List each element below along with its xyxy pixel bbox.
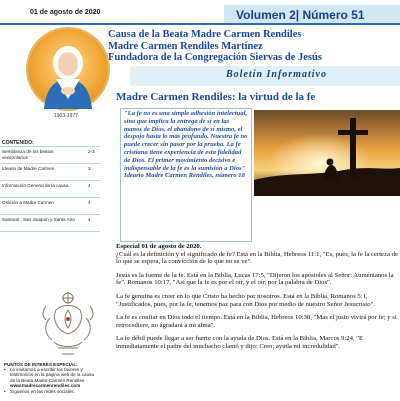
article-paragraph bbox=[116, 272, 398, 287]
article-title: Madre Carmen Rendiles: la virtud de la fe bbox=[116, 91, 316, 103]
list-item bbox=[4, 367, 100, 389]
toc-page: 4 bbox=[88, 217, 91, 222]
paragraph-text: Jesús es la fuente de la fe. Está en la Biblia, Lucas 17:5, "Dijeron los apóstoles al Señor: Auméntanos la fe". Romanos 10:17, "Así que la fe es por el oír, y el oír, por la palabra de Dios". bbox=[116, 271, 394, 287]
toc-title: Semblanza de los beatos venezolanos bbox=[2, 149, 54, 160]
point-text: Síguenos en las redes sociales. bbox=[10, 388, 75, 394]
paragraph-text: ¿Cuál es la definición y el significado de fe? Está en la Biblia, Hebreos 11:1, "Es, pues, la fe la certeza de lo que se espera, la convicción de lo que no se ve". bbox=[116, 250, 398, 266]
toc-row bbox=[0, 197, 100, 214]
toc-row bbox=[0, 214, 100, 232]
bulletin-title: Boletín Informativo bbox=[226, 69, 327, 80]
list-item bbox=[4, 389, 100, 394]
volume-number: Volumen 2| Número 51 bbox=[236, 8, 365, 22]
toc-title: Oración a Madre Carmen bbox=[2, 200, 54, 205]
cross-sunset-image bbox=[254, 110, 400, 196]
article-paragraph bbox=[116, 293, 398, 308]
toc-row bbox=[0, 146, 100, 163]
toc-page: 4 bbox=[88, 200, 91, 205]
table-of-contents bbox=[0, 146, 100, 232]
points-of-interest-title: PUNTOS DE INTERÉS ESPECIAL: bbox=[4, 362, 78, 367]
toc-row bbox=[0, 163, 100, 180]
quote-content bbox=[124, 110, 248, 180]
congregation-emblem-icon bbox=[36, 288, 100, 358]
toc-title: Santoral : San Joaquín y Santa Ana bbox=[2, 217, 75, 222]
website-link[interactable]: www.madrecarmenrendiles.com bbox=[10, 383, 81, 389]
toc-page: 3 bbox=[88, 166, 91, 171]
toc-page: 4 bbox=[88, 183, 91, 188]
issue-date: 01 de agosto de 2020 bbox=[30, 9, 101, 16]
article-paragraph bbox=[116, 335, 398, 350]
paragraph-lead: Especial 01 de agosto de 2020. bbox=[116, 243, 202, 250]
cross-sunset-illustration bbox=[254, 110, 400, 196]
toc-row bbox=[0, 180, 100, 197]
toc-title: Información General de la causa bbox=[2, 183, 69, 188]
article-paragraph bbox=[116, 243, 398, 266]
cause-heading bbox=[108, 29, 398, 64]
portrait-madre-carmen bbox=[28, 29, 108, 109]
quote-attribution: Ideario Madre Carmen Rendiles, número 18 bbox=[124, 172, 245, 180]
article-body bbox=[116, 243, 398, 357]
quote-text: "La fe no es una simple adhesión intelectual, sino que implica la entrega de sí en las manos de Dios, el abandono de sí mismo, el despojo hasta lo mas profundo. Nuestra fe no puede crecer sin pasar por la prueba. La fe cristiana tiene experiencia de esta fidelidad de Dios. El primer movimiento decisivo e indispensable de la fe es la sumisión a Dios" bbox=[124, 110, 248, 172]
paragraph-text: La fe débil puede llegar a ser fuerte con la ayuda de Dios. Está en la Biblia, Marcos 9:24, "E inmediatamente el padre del muchacho clamó y dijo: Creo; ayuda mi incredulidad". bbox=[116, 335, 364, 350]
toc-page: 2-3 bbox=[88, 149, 95, 154]
paragraph-text: La fe genuina es creer en lo que Cristo ha hecho por nosotros. Está en la Biblia, Romanos 5:1, "Justificados, pues, por la fe, tenemos paz para con Dios por medio de nuestro Señor Jesucristo". bbox=[116, 292, 375, 308]
header-rule bbox=[0, 23, 400, 25]
heading-line-3: Fundadora de la Congregación Siervas de Jesús bbox=[108, 52, 322, 63]
paragraph-text: La fe es confiar en Dios todo el tiempo. Está en la Biblia, Hebreos 10:38, "Mas el justo vivirá por fe; y si retrocediere, no agradará a mi alma". bbox=[116, 314, 397, 329]
point-text: Lo invitamos a escribir los favores y testimonios en la página web de la causa de la Beata Madre Carmen Rendiles bbox=[10, 367, 95, 383]
article-paragraph bbox=[116, 314, 398, 329]
heading-line-2: Madre Carmen Rendiles Martínez bbox=[108, 40, 263, 52]
emblem-illustration bbox=[36, 288, 100, 358]
portrait-years: 1903-1977 bbox=[54, 113, 78, 119]
portrait-illustration bbox=[28, 29, 108, 109]
toc-title: Ideario de Madre Carmen bbox=[2, 166, 55, 171]
points-of-interest-list bbox=[4, 367, 100, 394]
heading-line-1: Causa de la Beata Madre Carmen Rendiles bbox=[108, 29, 302, 40]
contents-label: CONTENIDO: bbox=[2, 140, 34, 146]
